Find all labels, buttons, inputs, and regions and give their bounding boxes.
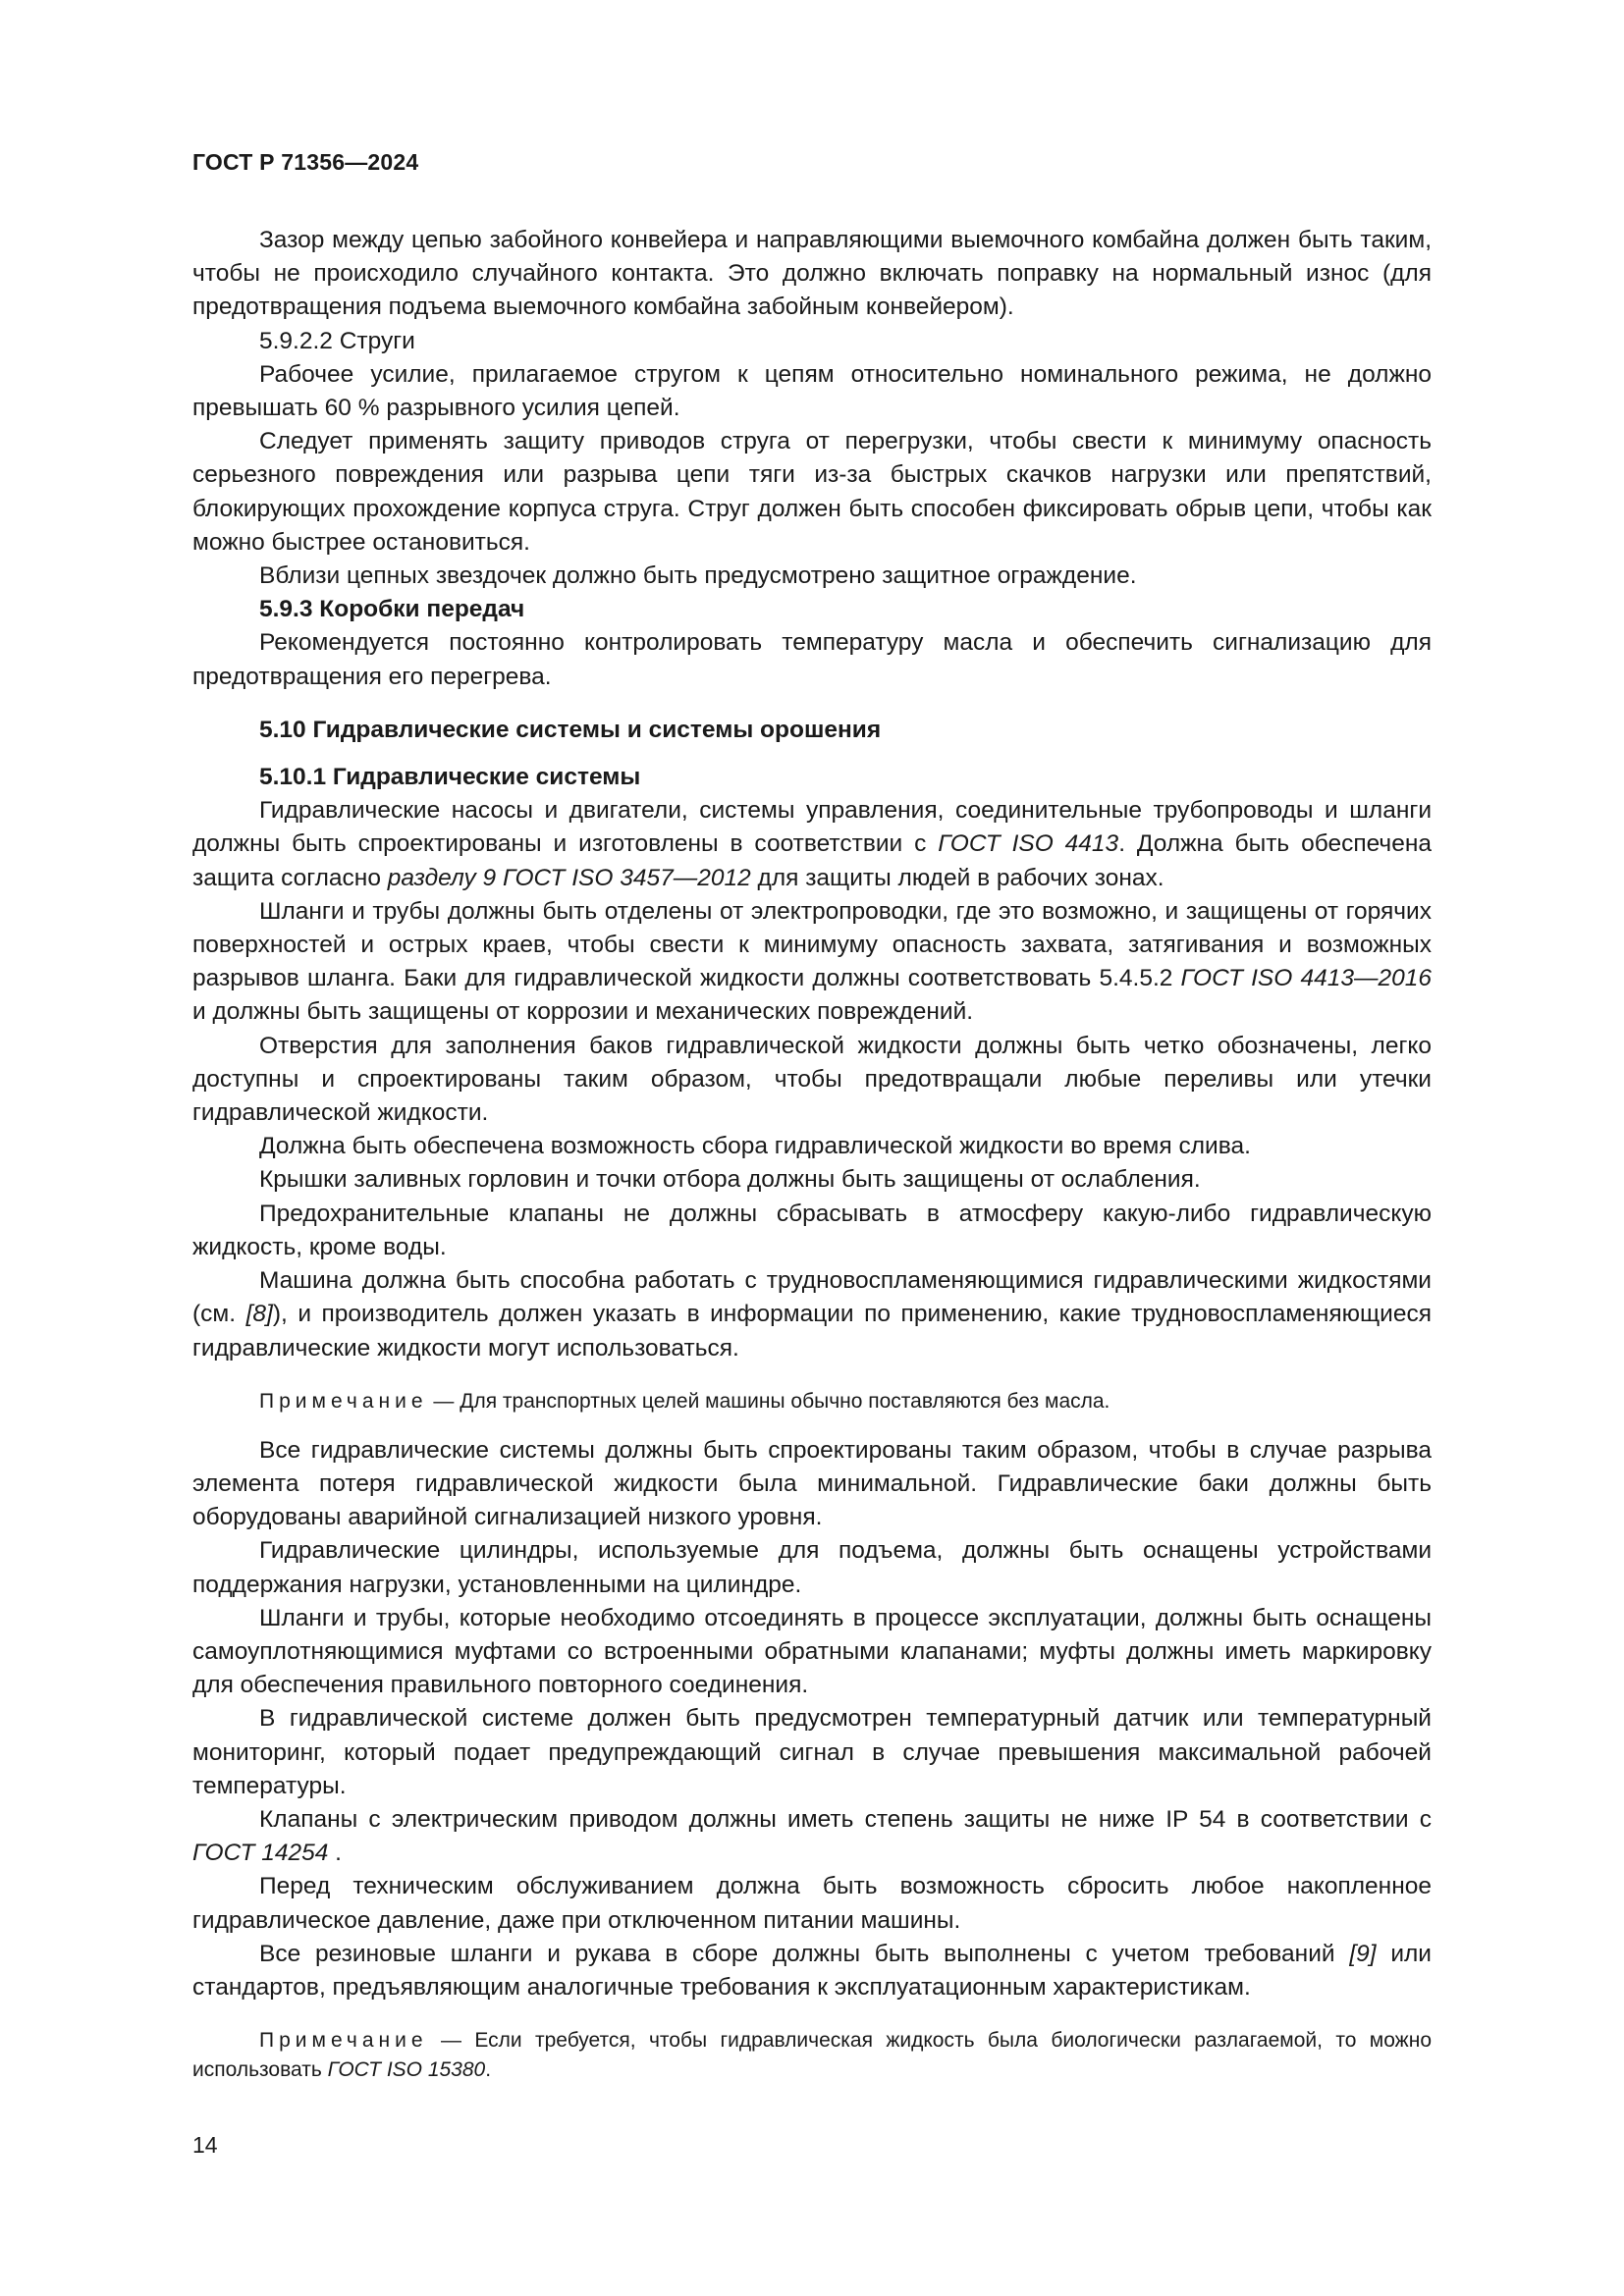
paragraph — [192, 1702, 1432, 1803]
paragraph — [192, 1163, 1432, 1197]
paragraph — [192, 1030, 1432, 1131]
note — [192, 2026, 1432, 2085]
text-run: Шланги и трубы, которые необходимо отсоединять в процессе эксплуатации, должны быть оснащены самоуплотняющимися муфтами со встроенными обратными клапанами; муфты должны иметь маркировку для обеспечения правильного повторного соединения. — [192, 1604, 1432, 1699]
paragraph — [192, 1130, 1432, 1163]
paragraph — [192, 1534, 1432, 1601]
text-run: Гидравлические насосы и двигатели, системы управления, соединительные трубопроводы и шланги должны быть спроектированы и изготовлены в соответствии с — [192, 797, 1432, 858]
reference-text: ГОСТ ISO 15380 — [327, 2058, 486, 2082]
document-body — [192, 224, 1432, 2103]
paragraph — [192, 1803, 1432, 1870]
text-run: ), и производитель должен указать в информации по применению, какие трудновоспламеняющиеся гидравлические жидкости могут использоваться. — [192, 1301, 1432, 1362]
page-number: 14 — [192, 2132, 218, 2158]
reference-text: ГОСТ ISO 4413—2016 — [1180, 965, 1432, 992]
subsection-heading — [192, 761, 1432, 794]
text-run: . — [485, 2058, 492, 2082]
text-run: Шланги и трубы должны быть отделены от электропроводки, где это возможно, и защищены от горячих поверхностей и острых краев, чтобы свести к минимуму опасность захвата, затягивания и возможных разрывов шланга. Баки для гидравлической жидкости должны соответствовать 5.4.5.2 — [192, 897, 1432, 992]
text-run: для защиты людей в рабочих зонах. — [750, 864, 1164, 891]
subsection-heading — [192, 593, 1432, 626]
document-header: ГОСТ Р 71356—2024 — [192, 149, 419, 175]
paragraph — [192, 895, 1432, 1030]
text-run: Рабочее усилие, прилагаемое стругом к цепям относительно номинального режима, не должно превышать 60 % разрывного усилия цепей. — [192, 360, 1432, 422]
text-run: . Должна быть обеспечена защита согласно — [192, 830, 1432, 891]
paragraph — [192, 425, 1432, 560]
text-run: Должна быть обеспечена возможность сбора гидравлической жидкости во время слива. — [259, 1133, 1251, 1160]
note — [192, 1387, 1432, 1416]
paragraph — [192, 1434, 1432, 1535]
text-run: 5.9.2.2 Струги — [259, 327, 415, 354]
section-heading — [192, 714, 1432, 747]
reference-text: ГОСТ 14254 — [192, 1840, 329, 1867]
text-run: Рекомендуется постоянно контролировать температуру масла и обеспечить сигнализацию для предотвращения его перегрева. — [192, 629, 1432, 690]
text-run: Перед техническим обслуживанием должна быть возможность сбросить любое накопленное гидравлическое давление, даже при отключенном питании машины. — [192, 1873, 1432, 1934]
text-run: Вблизи цепных звездочек должно быть предусмотрено защитное ограждение. — [259, 562, 1137, 590]
reference-text: разделу 9 ГОСТ ISO 3457—2012 — [387, 864, 751, 891]
paragraph — [192, 325, 1432, 358]
text-run: или стандартов, предъявляющим аналогичные требования к эксплуатационным характеристикам. — [192, 1940, 1432, 2001]
text-run: Отверстия для заполнения баков гидравлической жидкости должны быть четко обозначены, легко доступны и спроектированы таким образом, чтобы предотвращали любые переливы или утечки гидравлической жидкости. — [192, 1032, 1432, 1127]
paragraph — [192, 1602, 1432, 1703]
text-run: и должны быть защищены от коррозии и механических повреждений. — [192, 998, 974, 1026]
text-run: . — [328, 1840, 342, 1867]
text-run: Следует применять защиту приводов струга от перегрузки, чтобы свести к минимуму опасность серьезного повреждения или разрыва цепи тяги из-за быстрых скачков нагрузки или препятствий, блокирующих прохождение корпуса струга. Струг должен быть способен фиксировать обрыв цепи, чтобы как можно быстрее остановиться. — [192, 428, 1432, 556]
text-run: — Если требуется, чтобы гидравлическая жидкость была биологически разлагаемой, то можно использовать — [192, 2029, 1432, 2082]
text-run: В гидравлической системе должен быть предусмотрен температурный датчик или температурный мониторинг, который подает предупреждающий сигнал в случае превышения максимальной рабочей температуры. — [192, 1705, 1432, 1799]
reference-text: [9] — [1349, 1940, 1377, 1967]
text-run: Машина должна быть способна работать с трудновоспламеняющимися гидравлическими жидкостями (см. — [192, 1267, 1432, 1328]
text-run: — Для транспортных целей машины обычно поставляются без масла. — [427, 1389, 1110, 1413]
paragraph — [192, 1264, 1432, 1365]
paragraph — [192, 1870, 1432, 1937]
paragraph — [192, 358, 1432, 425]
note-label: Примечание — [259, 2029, 428, 2053]
paragraph — [192, 1198, 1432, 1264]
reference-text: [8] — [245, 1301, 273, 1328]
text-run: Крышки заливных горловин и точки отбора должны быть защищены от ослабления. — [259, 1166, 1201, 1194]
text-run: Гидравлические цилиндры, используемые для подъема, должны быть оснащены устройствами поддержания нагрузки, установленными на цилиндре. — [192, 1537, 1432, 1598]
note-label: Примечание — [259, 1389, 428, 1413]
paragraph — [192, 794, 1432, 895]
paragraph — [192, 1938, 1432, 2004]
text-run: 5.10 Гидравлические системы и системы орошения — [259, 716, 882, 743]
text-run: 5.9.3 Коробки передач — [259, 596, 525, 623]
paragraph — [192, 224, 1432, 325]
paragraph — [192, 626, 1432, 693]
text-run: Все резиновые шланги и рукава в сборе должны быть выполнены с учетом требований — [259, 1940, 1350, 1967]
text-run: Клапаны с электрическим приводом должны иметь степень защиты не ниже IP 54 в соответствии с — [259, 1805, 1432, 1833]
reference-text: ГОСТ ISO 4413 — [938, 830, 1119, 858]
text-run: Предохранительные клапаны не должны сбрасывать в атмосферу какую-либо гидравлическую жидкость, кроме воды. — [192, 1200, 1432, 1260]
text-run: Зазор между цепью забойного конвейера и направляющими выемочного комбайна должен быть таким, чтобы не происходило случайного контакта. Это должно включать поправку на нормальный износ (для предотвращения подъема выемочного комбайна забойным конвейером). — [192, 227, 1432, 321]
text-run: Все гидравлические системы должны быть спроектированы таким образом, чтобы в случае разрыва элемента потеря гидравлической жидкости была минимальной. Гидравлические баки должны быть оборудованы аварийной сигнализацией низкого уровня. — [192, 1436, 1432, 1531]
text-run: 5.10.1 Гидравлические системы — [259, 764, 641, 791]
paragraph — [192, 560, 1432, 593]
